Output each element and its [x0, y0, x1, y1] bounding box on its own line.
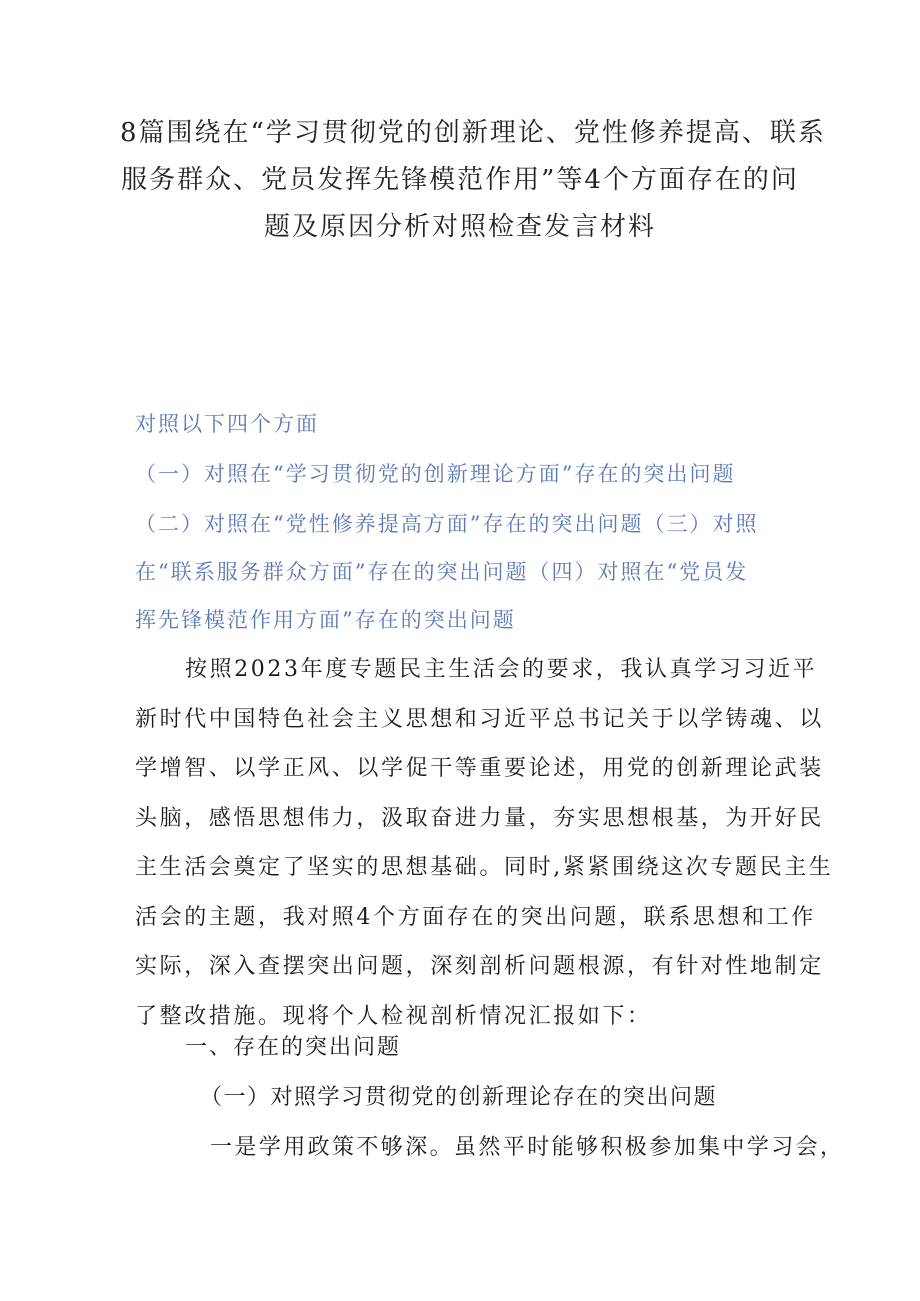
paragraph-line: 主生活会奠定了坚实的思想基础。同时,紧紧围绕这次专题民主生: [135, 855, 834, 880]
paragraph-line: 学增智、以学正风、以学促干等重要论述，用党的创新理论武装: [135, 756, 824, 781]
title-line: 服务群众、党员发挥先锋模范作用”等4个方面存在的问: [121, 165, 799, 195]
toc-line: （二）对照在“党性修养提高方面”存在的突出问题（三）对照: [135, 512, 759, 536]
paragraph-line: 了整改措施。现将个人检视剖析情况汇报如下：: [135, 1003, 652, 1029]
paragraph-line: 实际，深入查摆突出问题，深刻剖析问题根源，有针对性地制定: [135, 954, 824, 979]
paragraph-line: 按照2023年度专题民主生活会的要求，我认真学习习近平: [185, 657, 818, 682]
toc-line: 对照以下四个方面: [135, 412, 319, 436]
paragraph-line: 一是学用政策不够深。虽然平时能够积极参加集中学习会，: [210, 1135, 845, 1160]
paragraph-line: 头脑，感悟思想伟力，汲取奋进力量，夯实思想根基，为开好民: [135, 805, 824, 831]
title-line: 题及原因分析对照检查发言材料: [263, 212, 656, 242]
toc-line: 在“联系服务群众方面”存在的突出问题（四）对照在“党员发: [135, 560, 749, 584]
paragraph-line: 活会的主题，我对照4个方面存在的突出问题，联系思想和工作: [135, 904, 816, 930]
toc-line: （一）对照在“学习贯彻党的创新理论方面”存在的突出问题: [135, 462, 736, 486]
section-heading: 一、存在的突出问题: [185, 1035, 402, 1060]
intro-paragraph: [135, 645, 834, 1041]
toc-line: 挥先锋模范作用方面”存在的突出问题: [135, 608, 516, 632]
title-line: 8篇围绕在“学习贯彻党的创新理论、党性修养提高、联系: [120, 118, 826, 148]
document-title: [120, 110, 826, 251]
aspects-overview: [135, 400, 795, 644]
subsection-heading: （一）对照学习贯彻党的创新理论存在的突出问题: [200, 1085, 718, 1110]
paragraph-line: 新时代中国特色社会主义思想和习近平总书记关于以学铸魂、以: [135, 706, 824, 732]
